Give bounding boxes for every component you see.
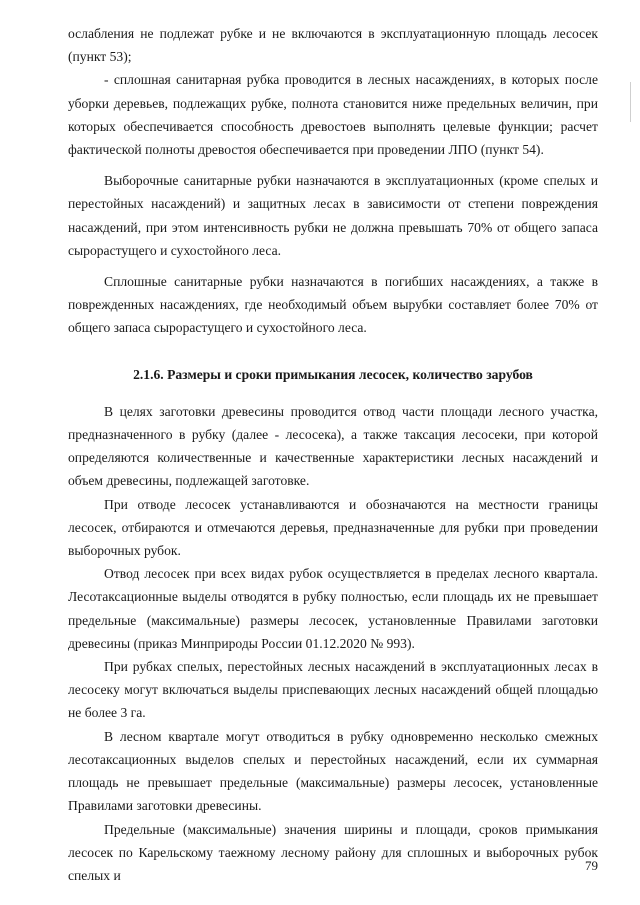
paragraph: При отводе лесосек устанавливаются и обозначаются на местности границы лесосек, отбираются и отмечаются деревья, предназначенные для рубки при проведении выборочных рубок. (68, 496, 598, 559)
paragraph: В целях заготовки древесины проводится отвод части площади лесного участка, предназначенного в рубку (далее - лесосека), а также таксация лесосеки, при которой определяются количественные и качественные характеристики лесных насаждений и объем древесины, подлежащей заготовке. (68, 403, 598, 489)
paragraph: Сплошные санитарные рубки назначаются в погибших насаждениях, а также в поврежденных насаждениях, где необходимый объем вырубки составляет более 70% от общего запаса сырорастущего и сухостойного леса. (68, 274, 598, 336)
section-heading: 2.1.6. Размеры и сроки примыкания лесосек, количество зарубов (133, 366, 533, 382)
paragraph: Выборочные санитарные рубки назначаются в эксплуатационных (кроме спелых и перестойных насаждений) и защитных лесах в зависимости от степени повреждения насаждений, при этом интенсивность рубки не должна превышать 70% от общего запаса сырорастущего и сухостойного леса. (68, 173, 598, 258)
scan-edge-mark (630, 82, 631, 122)
page-number: 79 (585, 858, 598, 873)
paragraph: ослабления не подлежат рубке и не включаются в эксплуатационную площадь лесосек (пункт 53); (68, 26, 598, 65)
paragraph: - сплошная санитарная рубка проводится в лесных насаждениях, в которых после уборки деревьев, подлежащих рубке, полнота становится ниже предельных величин, при которых обеспечивается способность древостоев выполнять целевые функции; расчет фактической полноты древостоя обеспечивается при проведении ЛПО (пункт 54). (68, 72, 598, 158)
paragraph: При рубках спелых, перестойных лесных насаждений в эксплуатационных лесах в лесосеку могут включаться выделы приспевающих лесных насаждений общей площадью не более 3 га. (68, 659, 598, 721)
paragraph: Отвод лесосек при всех видах рубок осуществляется в пределах лесного квартала. Лесотаксационные выделы отводятся в рубку полностью, если площадь их не превышает предельные (максимальные) размеры лесосек, установленные Правилами заготовки древесины (приказ Минприроды России 01.12.2020 № 993). (68, 566, 598, 651)
paragraph: В лесном квартале могут отводиться в рубку одновременно несколько смежных лесотаксационных выделов спелых и перестойных насаждений, если их суммарная площадь не превышает предельные (максимальные) размеры лесосек, установленные Правилами заготовки древесины. (68, 728, 598, 814)
body-text (68, 22, 598, 887)
paragraph: Предельные (максимальные) значения ширины и площади, сроков примыкания лесосек по Карельскому таежному лесному району для сплошных и выборочных рубок спелых и (68, 821, 598, 883)
